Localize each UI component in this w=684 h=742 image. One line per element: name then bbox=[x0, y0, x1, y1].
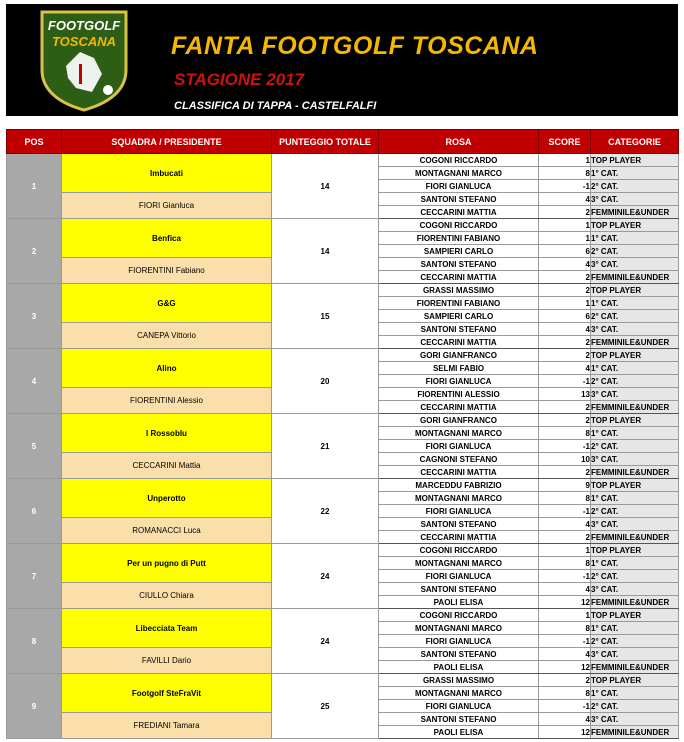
player-score: 12 bbox=[539, 596, 591, 609]
player-name: FIORI GIANLUCA bbox=[379, 375, 539, 388]
player-category: 2° CAT. bbox=[591, 570, 679, 583]
player-category: 3° CAT. bbox=[591, 258, 679, 271]
player-score: 1 bbox=[539, 297, 591, 310]
player-name: PAOLI ELISA bbox=[379, 596, 539, 609]
ranking-body bbox=[7, 154, 679, 739]
logo-text-top: FOOTGOLF bbox=[47, 18, 121, 33]
player-score: 4 bbox=[539, 648, 591, 661]
player-score: 2 bbox=[539, 414, 591, 427]
player-name: SAMPIERI CARLO bbox=[379, 245, 539, 258]
player-name: CECCARINI MATTIA bbox=[379, 336, 539, 349]
player-category: FEMMINILE&UNDER bbox=[591, 336, 679, 349]
table-row bbox=[7, 544, 679, 557]
player-score: 4 bbox=[539, 362, 591, 375]
table-row bbox=[7, 154, 679, 167]
player-name: GRASSI MASSIMO bbox=[379, 284, 539, 297]
player-category: 2° CAT. bbox=[591, 440, 679, 453]
player-name: MARCEDDU FABRIZIO bbox=[379, 479, 539, 492]
player-name: GORI GIANFRANCO bbox=[379, 349, 539, 362]
player-category: 2° CAT. bbox=[591, 245, 679, 258]
player-category: 3° CAT. bbox=[591, 583, 679, 596]
player-score: 2 bbox=[539, 401, 591, 414]
table-row bbox=[7, 414, 679, 427]
player-name: MONTAGNANI MARCO bbox=[379, 427, 539, 440]
player-category: 1° CAT. bbox=[591, 427, 679, 440]
position-cell: 9 bbox=[7, 674, 62, 739]
player-score: 8 bbox=[539, 622, 591, 635]
table-row bbox=[7, 609, 679, 622]
player-name: GRASSI MASSIMO bbox=[379, 674, 539, 687]
player-category: TOP PLAYER bbox=[591, 544, 679, 557]
player-score: -1 bbox=[539, 700, 591, 713]
player-category: 3° CAT. bbox=[591, 388, 679, 401]
player-name: SANTONI STEFANO bbox=[379, 518, 539, 531]
player-score: 2 bbox=[539, 284, 591, 297]
player-name: FIORI GIANLUCA bbox=[379, 505, 539, 518]
player-name: CECCARINI MATTIA bbox=[379, 206, 539, 219]
player-category: FEMMINILE&UNDER bbox=[591, 271, 679, 284]
player-name: COGONI RICCARDO bbox=[379, 154, 539, 167]
player-category: 3° CAT. bbox=[591, 193, 679, 206]
president-name: CIULLO Chiara bbox=[62, 583, 272, 609]
player-category: FEMMINILE&UNDER bbox=[591, 466, 679, 479]
player-name: SANTONI STEFANO bbox=[379, 323, 539, 336]
player-category: TOP PLAYER bbox=[591, 414, 679, 427]
player-score: 1 bbox=[539, 609, 591, 622]
page-title: FANTA FOOTGOLF TOSCANA bbox=[171, 32, 539, 60]
player-name: SANTONI STEFANO bbox=[379, 258, 539, 271]
player-name: CAGNONI STEFANO bbox=[379, 453, 539, 466]
player-score: 6 bbox=[539, 245, 591, 258]
player-score: 1 bbox=[539, 154, 591, 167]
team-name: Per un pugno di Putt bbox=[62, 544, 272, 583]
player-name: SANTONI STEFANO bbox=[379, 713, 539, 726]
player-category: TOP PLAYER bbox=[591, 284, 679, 297]
player-score: 1 bbox=[539, 219, 591, 232]
column-header-pos: POS bbox=[7, 130, 62, 154]
position-cell: 7 bbox=[7, 544, 62, 609]
player-category: TOP PLAYER bbox=[591, 674, 679, 687]
player-category: 1° CAT. bbox=[591, 362, 679, 375]
player-score: 8 bbox=[539, 427, 591, 440]
player-score: 12 bbox=[539, 726, 591, 739]
president-name: FIORI Gianluca bbox=[62, 193, 272, 219]
player-score: -1 bbox=[539, 505, 591, 518]
president-name: FAVILLI Dario bbox=[62, 648, 272, 674]
player-name: SANTONI STEFANO bbox=[379, 583, 539, 596]
header-banner bbox=[6, 4, 678, 116]
player-category: TOP PLAYER bbox=[591, 349, 679, 362]
table-row bbox=[7, 284, 679, 297]
player-category: 2° CAT. bbox=[591, 635, 679, 648]
position-cell: 8 bbox=[7, 609, 62, 674]
player-score: 2 bbox=[539, 336, 591, 349]
player-score: -1 bbox=[539, 180, 591, 193]
position-cell: 6 bbox=[7, 479, 62, 544]
ranking-caption: CLASSIFICA DI TAPPA - CASTELFALFI bbox=[174, 100, 377, 112]
player-name: FIORI GIANLUCA bbox=[379, 570, 539, 583]
season-label: STAGIONE 2017 bbox=[174, 70, 305, 89]
position-cell: 3 bbox=[7, 284, 62, 349]
player-score: 1 bbox=[539, 544, 591, 557]
player-score: 2 bbox=[539, 206, 591, 219]
team-name: G&G bbox=[62, 284, 272, 323]
team-name: I Rossoblu bbox=[62, 414, 272, 453]
player-score: -1 bbox=[539, 375, 591, 388]
player-score: 4 bbox=[539, 583, 591, 596]
total-score-cell: 25 bbox=[272, 674, 379, 739]
president-name: FIORENTINI Alessio bbox=[62, 388, 272, 414]
team-name: Libecciata Team bbox=[62, 609, 272, 648]
player-score: 12 bbox=[539, 661, 591, 674]
player-score: 2 bbox=[539, 466, 591, 479]
player-category: FEMMINILE&UNDER bbox=[591, 531, 679, 544]
team-name: Benfica bbox=[62, 219, 272, 258]
president-name: FREDIANI Tamara bbox=[62, 713, 272, 739]
team-name: Imbucati bbox=[62, 154, 272, 193]
table-row bbox=[7, 219, 679, 232]
total-score-cell: 15 bbox=[272, 284, 379, 349]
player-category: FEMMINILE&UNDER bbox=[591, 401, 679, 414]
team-name: Alino bbox=[62, 349, 272, 388]
player-score: 8 bbox=[539, 687, 591, 700]
player-name: MONTAGNANI MARCO bbox=[379, 557, 539, 570]
player-category: 1° CAT. bbox=[591, 232, 679, 245]
player-name: SELMI FABIO bbox=[379, 362, 539, 375]
player-name: PAOLI ELISA bbox=[379, 726, 539, 739]
position-cell: 1 bbox=[7, 154, 62, 219]
total-score-cell: 14 bbox=[272, 154, 379, 219]
column-header-team: SQUADRA / PRESIDENTE bbox=[62, 130, 272, 154]
player-score: 2 bbox=[539, 271, 591, 284]
player-score: 2 bbox=[539, 531, 591, 544]
player-name: CECCARINI MATTIA bbox=[379, 401, 539, 414]
footgolf-toscana-logo-icon bbox=[36, 8, 132, 112]
player-name: MONTAGNANI MARCO bbox=[379, 687, 539, 700]
player-category: FEMMINILE&UNDER bbox=[591, 661, 679, 674]
president-name: ROMANACCI Luca bbox=[62, 518, 272, 544]
player-name: FIORI GIANLUCA bbox=[379, 700, 539, 713]
player-category: 3° CAT. bbox=[591, 713, 679, 726]
player-name: FIORI GIANLUCA bbox=[379, 635, 539, 648]
player-name: MONTAGNANI MARCO bbox=[379, 492, 539, 505]
player-name: COGONI RICCARDO bbox=[379, 219, 539, 232]
logo-text-bottom: TOSCANA bbox=[51, 34, 117, 49]
player-category: FEMMINILE&UNDER bbox=[591, 726, 679, 739]
player-score: -1 bbox=[539, 440, 591, 453]
total-score-cell: 22 bbox=[272, 479, 379, 544]
player-name: SANTONI STEFANO bbox=[379, 193, 539, 206]
total-score-cell: 20 bbox=[272, 349, 379, 414]
player-category: 1° CAT. bbox=[591, 297, 679, 310]
column-header-total: PUNTEGGIO TOTALE bbox=[272, 130, 379, 154]
president-name: FIORENTINI Fabiano bbox=[62, 258, 272, 284]
player-name: FIORI GIANLUCA bbox=[379, 180, 539, 193]
table-row bbox=[7, 479, 679, 492]
player-score: 13 bbox=[539, 388, 591, 401]
player-name: FIORI GIANLUCA bbox=[379, 440, 539, 453]
player-category: TOP PLAYER bbox=[591, 219, 679, 232]
player-name: PAOLI ELISA bbox=[379, 661, 539, 674]
player-category: 1° CAT. bbox=[591, 167, 679, 180]
table-row bbox=[7, 349, 679, 362]
player-name: FIORENTINI ALESSIO bbox=[379, 388, 539, 401]
player-score: -1 bbox=[539, 635, 591, 648]
player-category: 3° CAT. bbox=[591, 323, 679, 336]
player-category: 2° CAT. bbox=[591, 310, 679, 323]
player-name: FIORENTINI FABIANO bbox=[379, 297, 539, 310]
column-header-category: CATEGORIE bbox=[591, 130, 679, 154]
player-score: -1 bbox=[539, 570, 591, 583]
player-name: SAMPIERI CARLO bbox=[379, 310, 539, 323]
table-header-row bbox=[7, 130, 679, 154]
player-score: 8 bbox=[539, 167, 591, 180]
player-score: 4 bbox=[539, 193, 591, 206]
table-row bbox=[7, 674, 679, 687]
player-category: 2° CAT. bbox=[591, 700, 679, 713]
position-cell: 2 bbox=[7, 219, 62, 284]
player-category: 3° CAT. bbox=[591, 648, 679, 661]
president-name: CANEPA Vittorio bbox=[62, 323, 272, 349]
player-category: TOP PLAYER bbox=[591, 609, 679, 622]
player-name: CECCARINI MATTIA bbox=[379, 466, 539, 479]
player-category: 2° CAT. bbox=[591, 375, 679, 388]
player-name: SANTONI STEFANO bbox=[379, 648, 539, 661]
position-cell: 5 bbox=[7, 414, 62, 479]
player-category: 1° CAT. bbox=[591, 687, 679, 700]
player-score: 1 bbox=[539, 232, 591, 245]
player-name: COGONI RICCARDO bbox=[379, 544, 539, 557]
player-category: 1° CAT. bbox=[591, 622, 679, 635]
player-score: 4 bbox=[539, 713, 591, 726]
player-score: 4 bbox=[539, 323, 591, 336]
player-category: 3° CAT. bbox=[591, 453, 679, 466]
player-category: 3° CAT. bbox=[591, 518, 679, 531]
player-name: FIORENTINI FABIANO bbox=[379, 232, 539, 245]
column-header-score: SCORE bbox=[539, 130, 591, 154]
president-name: CECCARINI Mattia bbox=[62, 453, 272, 479]
player-category: 1° CAT. bbox=[591, 557, 679, 570]
player-category: TOP PLAYER bbox=[591, 479, 679, 492]
column-header-rosa: ROSA bbox=[379, 130, 539, 154]
player-score: 4 bbox=[539, 518, 591, 531]
player-name: CECCARINI MATTIA bbox=[379, 271, 539, 284]
total-score-cell: 21 bbox=[272, 414, 379, 479]
player-name: COGONI RICCARDO bbox=[379, 609, 539, 622]
team-name: Footgolf SteFraVit bbox=[62, 674, 272, 713]
player-category: 2° CAT. bbox=[591, 505, 679, 518]
player-score: 6 bbox=[539, 310, 591, 323]
player-category: TOP PLAYER bbox=[591, 154, 679, 167]
player-score: 9 bbox=[539, 479, 591, 492]
total-score-cell: 24 bbox=[272, 544, 379, 609]
player-score: 8 bbox=[539, 492, 591, 505]
player-category: 2° CAT. bbox=[591, 180, 679, 193]
player-name: MONTAGNANI MARCO bbox=[379, 622, 539, 635]
ranking-table bbox=[6, 129, 679, 739]
player-score: 2 bbox=[539, 674, 591, 687]
player-category: FEMMINILE&UNDER bbox=[591, 206, 679, 219]
player-score: 10 bbox=[539, 453, 591, 466]
total-score-cell: 24 bbox=[272, 609, 379, 674]
team-name: Unperotto bbox=[62, 479, 272, 518]
total-score-cell: 14 bbox=[272, 219, 379, 284]
player-name: MONTAGNANI MARCO bbox=[379, 167, 539, 180]
player-category: 1° CAT. bbox=[591, 492, 679, 505]
player-score: 2 bbox=[539, 349, 591, 362]
player-name: CECCARINI MATTIA bbox=[379, 531, 539, 544]
player-category: FEMMINILE&UNDER bbox=[591, 596, 679, 609]
player-score: 4 bbox=[539, 258, 591, 271]
player-name: GORI GIANFRANCO bbox=[379, 414, 539, 427]
position-cell: 4 bbox=[7, 349, 62, 414]
player-score: 8 bbox=[539, 557, 591, 570]
